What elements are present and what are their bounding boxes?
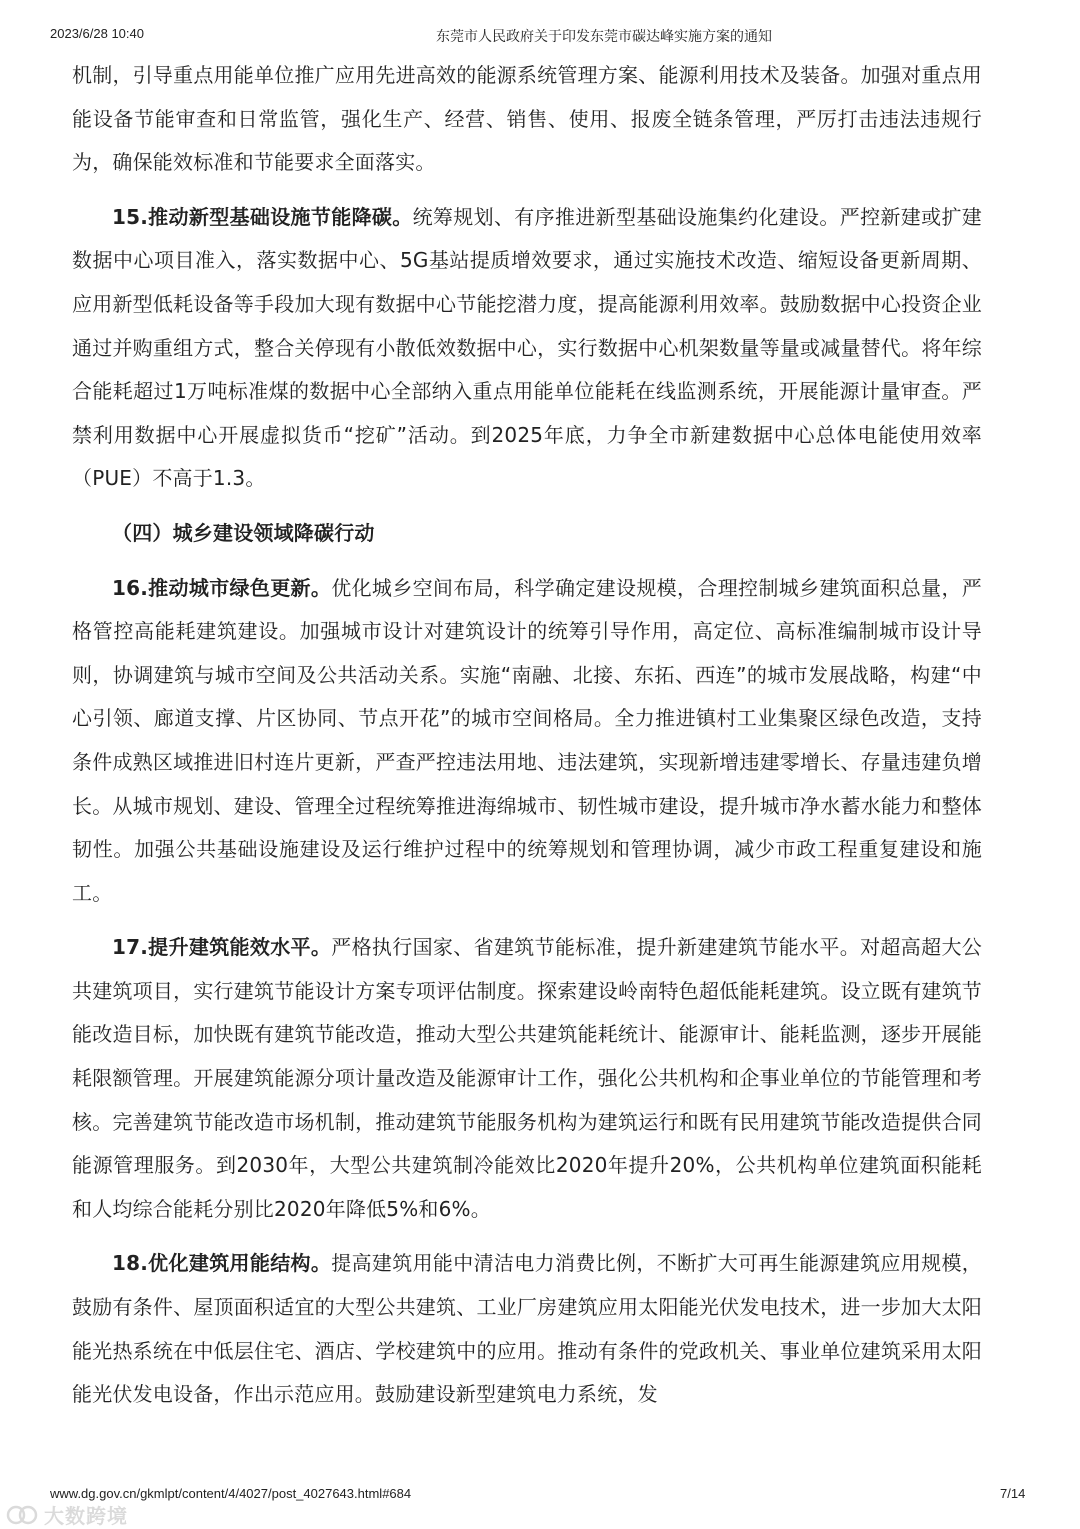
item-17-heading: 17.提升建筑能效水平。 — [112, 935, 332, 960]
watermark-text: 大数跨境 — [44, 1504, 128, 1528]
item-18-text: 提高建筑用能中清洁电力消费比例，不断扩大可再生能源建筑应用规模，鼓励有条件、屋顶面积适宜的大型公共建筑、工业厂房建筑应用太阳能光伏发电技术，进一步加大太阳能光热系统在中低层住宅、酒店、学校建筑中的应用。推动有条件的党政机关、事业单位建筑采用太阳能光伏发电设备，作出示范应用。鼓励建设新型建筑电力系统，发 — [72, 1251, 982, 1407]
section-heading-4: （四）城乡建设领域降碳行动 — [112, 520, 375, 545]
item-17-text: 严格执行国家、省建筑节能标准，提升新建建筑节能水平。对超高超大公共建筑项目，实行建筑节能设计方案专项评估制度。探索建设岭南特色超低能耗建筑。设立既有建筑节能改造目标，加快既有建筑节能改造，推动大型公共建筑能耗统计、能源审计、能耗监测，逐步开展能耗限额管理。开展建筑能源分项计量改造及能源审计工作，强化公共机构和企事业单位的节能管理和考核。完善建筑节能改造市场机制，推动建筑节能服务机构为建筑运行和既有民用建筑节能改造提供合同能源管理服务。到2030年，大型公共建筑制冷能效比2020年提升20%，公共机构单位建筑面积能耗和人均综合能耗分别比2020年降低5%和6%。 — [72, 935, 982, 1221]
document-body — [72, 54, 982, 1417]
item-16-heading: 16.推动城市绿色更新。 — [112, 575, 332, 600]
page-number: 7/14 — [1000, 1486, 1026, 1501]
paragraph-item-18 — [72, 1242, 982, 1416]
watermark-logo-icon — [6, 1504, 40, 1526]
paragraph-item-15 — [72, 196, 982, 501]
watermark — [6, 1500, 128, 1529]
page-title: 东莞市人民政府关于印发东莞市碳达峰实施方案的通知 — [436, 29, 772, 45]
print-datetime: 2023/6/28 10:40 — [50, 26, 144, 41]
item-16-text: 优化城乡空间布局，科学确定建设规模，合理控制城乡建筑面积总量，严格管控高能耗建筑建设。加强城市设计对建筑设计的统筹引导作用，高定位、高标准编制城市设计导则，协调建筑与城市空间及公共活动关系。实施“南融、北接、东拓、西连”的城市发展战略，构建“中心引领、廊道支撑、片区协同、节点开花”的城市空间格局。全力推进镇村工业集聚区绿色改造，支持条件成熟区域推进旧村连片更新，严查严控违法用地、违法建筑，实现新增违建零增长、存量违建负增长。从城市规划、建设、管理全过程统筹推进海绵城市、韧性城市建设，提升城市净水蓄水能力和整体韧性。加强公共基础设施建设及运行维护过程中的统筹规划和管理协调，减少市政工程重复建设和施工。 — [72, 575, 982, 905]
paragraph-item-17 — [72, 926, 982, 1231]
paragraph-item-16 — [72, 567, 982, 916]
item-15-text: 统筹规划、有序推进新型基础设施集约化建设。严控新建或扩建数据中心项目准入，落实数据中心、5G基站提质增效要求，通过实施技术改造、缩短设备更新周期、应用新型低耗设备等手段加大现有数据中心节能挖潜力度，提高能源利用效率。鼓励数据中心投资企业通过并购重组方式，整合关停现有小散低效数据中心，实行数据中心机架数量等量或减量替代。将年综合能耗超过1万吨标准煤的数据中心全部纳入重点用能单位能耗在线监测系统，开展能源计量审查。严禁利用数据中心开展虚拟货币“挖矿”活动。到2025年底，力争全市新建数据中心总体电能使用效率（PUE）不高于1.3。 — [72, 204, 982, 491]
item-18-heading: 18.优化建筑用能结构。 — [112, 1251, 332, 1276]
item-15-heading: 15.推动新型基础设施节能降碳。 — [112, 204, 413, 229]
footer-url[interactable]: www.dg.gov.cn/gkmlpt/content/4/4027/post_4027643.html#684 — [50, 1486, 412, 1501]
paragraph-intro: 机制，引导重点用能单位推广应用先进高效的能源系统管理方案、能源利用技术及装备。加强对重点用能设备节能审查和日常监管，强化生产、经营、销售、使用、报废全链条管理，严厉打击违法违规行为，确保能效标准和节能要求全面落实。 — [72, 63, 982, 175]
